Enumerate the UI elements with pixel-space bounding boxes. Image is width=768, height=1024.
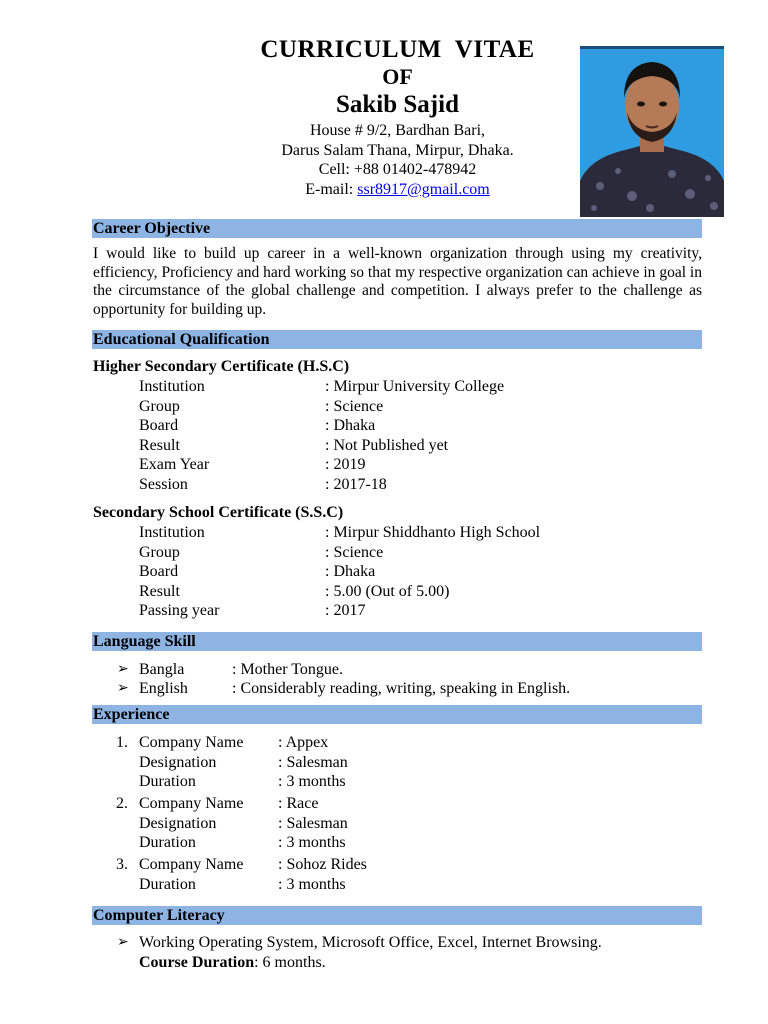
email-label: E-mail: [305,180,358,198]
career-objective-text: I would like to build up career in a well-known organization through using my creativity, efficiency, Proficiency and hard working so that my respective organization can achieve in goal in the circumstance of the global challenge and competition. I always prefer to the challenge as opportunity for building up. [93,245,702,319]
arrow-bullet-icon: ➢ [117,681,129,696]
person-photo-icon [580,46,724,217]
section-computer-literacy: Computer Literacy [92,906,702,925]
section-educational-qualification: Educational Qualification [92,330,702,349]
address-line-1: House # 9/2, Bardhan Bari, [309,122,486,139]
cv-title: CURRICULUM VITAE [260,36,535,63]
job-number: 2. [116,795,128,812]
cv-header [200,36,595,199]
cell-number: Cell: +88 01402-478942 [318,161,477,178]
candidate-name: Sakib Sajid [336,91,459,118]
section-experience: Experience [92,705,702,724]
computer-skills-item: Working Operating System, Microsoft Office, Excel, Internet Browsing. [139,934,602,951]
email-line [200,180,595,200]
job-number: 3. [116,856,128,873]
profile-photo [580,46,724,217]
section-career-objective: Career Objective [92,219,702,238]
course-duration [139,953,326,973]
ssc-title: Secondary School Certificate (S.S.C) [93,504,344,521]
email-link[interactable]: ssr8917@gmail.com [357,180,490,198]
section-language-skill: Language Skill [92,632,702,651]
hsc-title: Higher Secondary Certificate (H.S.C) [93,358,350,375]
cv-of: OF [382,64,413,89]
address-line-2: Darus Salam Thana, Mirpur, Dhaka. [281,141,514,159]
arrow-bullet-icon: ➢ [117,935,129,950]
job-number: 1. [116,734,128,751]
course-duration-value: : 6 months. [254,954,326,971]
arrow-bullet-icon: ➢ [117,662,129,677]
course-duration-label: Course Duration [139,954,255,971]
